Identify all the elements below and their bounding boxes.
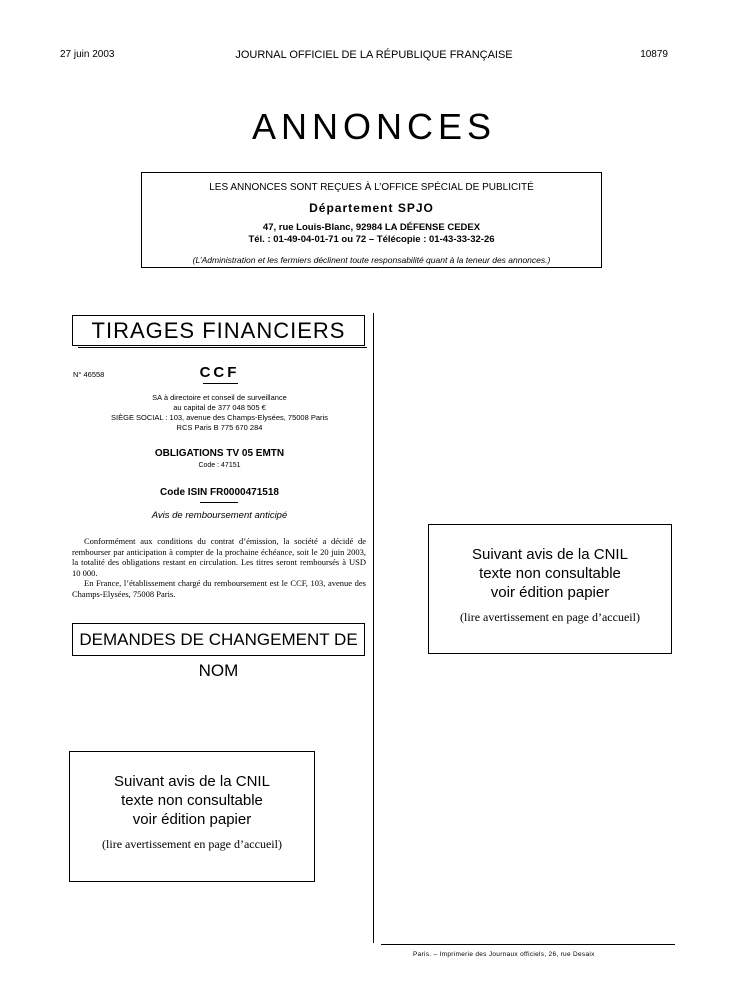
cnil-line: voir édition papier (490, 584, 610, 601)
ad-company: CCF (199, 364, 240, 381)
cnil-line: Suivant avis de la CNIL (472, 546, 628, 563)
cnil-note: (lire avertissement en page d’accueil) (460, 610, 640, 624)
ad-paragraph: En France, l’établissement chargé du remboursement est le CCF, 103, avenue des Champs-Elysées, 75008 Paris. (72, 578, 366, 599)
cnil-note: (lire avertissement en page d’accueil) (102, 837, 282, 851)
info-disclaimer: (L’Administration et les fermiers déclinent toute responsabilité quant à la teneur des annonces.) (192, 255, 551, 265)
ad-obligations: OBLIGATIONS TV 05 EMTN (154, 448, 285, 459)
footer-rule (381, 944, 675, 945)
column-divider (373, 313, 374, 943)
isin-underline (200, 502, 238, 503)
ad-desc-line: au capital de 377 048 505 € (173, 403, 266, 412)
header-page-number: 10879 (640, 49, 668, 60)
page-title: ANNONCES (251, 106, 497, 147)
cnil-notice-right (428, 524, 672, 654)
cnil-notice-left (69, 751, 315, 882)
info-address: 47, rue Louis-Blanc, 92984 LA DÉFENSE CEDEX (262, 222, 481, 233)
cnil-line: Suivant avis de la CNIL (114, 773, 270, 790)
ad-desc-line: RCS Paris B 775 670 284 (176, 423, 263, 432)
cnil-line: texte non consultable (479, 565, 621, 582)
info-phone: Tél. : 01-49-04-01-71 ou 72 – Télécopie : 01-43-33-32-26 (248, 234, 495, 245)
section-heading-tirages: TIRAGES FINANCIERS (72, 315, 365, 346)
ad-body (72, 536, 366, 599)
company-underline (203, 383, 238, 384)
ad-paragraph: Conformément aux conditions du contrat d’émission, la société a décidé de rembourser par anticipation à compter de la prochaine échéance, soit le 20 juin 2003, la totalité des obligations restant en circulation. Les titres seront remboursés à USD 10 000. (72, 536, 366, 578)
footer-printer: Paris. – Imprimerie des Journaux officiels, 26, rue Desaix (413, 951, 595, 958)
ad-desc-line: SIÈGE SOCIAL : 103, avenue des Champs-Elysées, 75008 Paris (111, 413, 328, 422)
cnil-line: voir édition papier (132, 811, 252, 828)
ad-number: N° 46558 (73, 370, 105, 379)
cnil-line: texte non consultable (121, 792, 263, 809)
info-box (141, 172, 602, 268)
ad-company-description (72, 393, 367, 433)
ad-code: Code : 47151 (198, 462, 241, 469)
ad-notice-title: Avis de remboursement anticipé (151, 510, 288, 521)
info-department: Département SPJO (309, 201, 434, 215)
header-journal-title: JOURNAL OFFICIEL DE LA RÉPUBLIQUE FRANÇAISE (235, 49, 513, 61)
section-heading-demandes: DEMANDES DE CHANGEMENT DE NOM (72, 623, 365, 656)
ad-desc-line: SA à directoire et conseil de surveillance (152, 393, 287, 402)
info-line: LES ANNONCES SONT REÇUES À L’OFFICE SPÉCIAL DE PUBLICITÉ (209, 182, 534, 193)
header-date: 27 juin 2003 (60, 49, 115, 60)
ad-isin: Code ISIN FR0000471518 (160, 487, 279, 498)
